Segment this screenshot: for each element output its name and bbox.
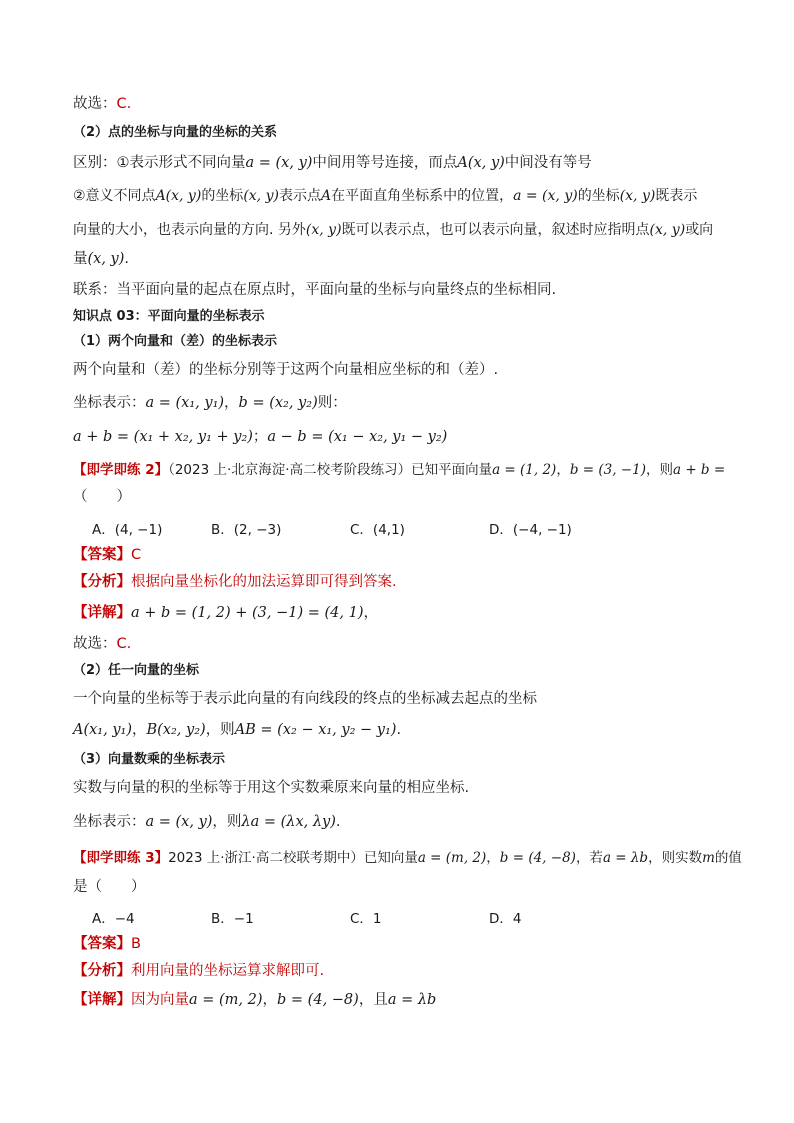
formula: A(x₁, y₁) — [73, 722, 132, 738]
formula: m — [702, 850, 715, 866]
text: 坐标表示： — [73, 395, 146, 411]
text: ，则实数 — [648, 850, 703, 866]
paragraph-relation: 联系：当平面向量的起点在原点时，平面向量的坐标与向量终点的坐标相同. — [73, 282, 557, 298]
text: ，则 — [205, 722, 235, 738]
text: . — [396, 722, 402, 738]
text: 中间用等号连接，而点 — [312, 155, 458, 171]
exercise-3-option-d: D．4 — [489, 911, 522, 927]
text: ，且 — [358, 992, 388, 1008]
text: 向量的大小，也表示向量的方向. 另外 — [73, 222, 306, 238]
text: 既表示 — [655, 188, 698, 204]
text: ， — [486, 850, 500, 866]
analysis-text: 根据向量坐标化的加法运算即可得到答案. — [131, 574, 397, 590]
answer-tag: 【答案】 — [73, 936, 131, 952]
formula: a = λb — [602, 850, 649, 866]
text: ， — [262, 992, 278, 1008]
answer-tag: 【答案】 — [73, 547, 131, 563]
subsection-heading: （3）向量数乘的坐标表示 — [73, 752, 226, 767]
formula: b = (x₂, y₂) — [238, 395, 318, 411]
formula: a = λb — [387, 992, 437, 1008]
text: . — [335, 814, 341, 830]
exercise-3-paren: 是（ ） — [73, 879, 146, 895]
subsection-heading: （2）任一向量的坐标 — [73, 663, 200, 678]
exercise-2-analysis — [73, 572, 397, 592]
text: ，则 — [212, 814, 242, 830]
exercise-2-detail — [73, 603, 378, 623]
exercise-3-option-a: A．−4 — [92, 911, 135, 927]
formula: λa = (λx, λy) — [241, 814, 336, 830]
exercise-tag: 【即学即练 2】 — [73, 462, 169, 478]
paragraph-difference-2 — [73, 186, 697, 206]
formula: a = (m, 2) — [417, 850, 487, 866]
text: 既可以表示点，也可以表示向量，叙述时应指明点 — [341, 222, 650, 238]
exercise-3-analysis — [73, 961, 324, 981]
exercise-3-question — [73, 848, 742, 868]
formula: AB = (x₂ − x₁, y₂ − y₁) — [234, 722, 397, 738]
formula: a = (x, y) — [513, 188, 578, 204]
text: 或向 — [685, 222, 714, 238]
formula: a − b = (x₁ − x₂, y₁ − y₂) — [267, 429, 448, 445]
exercise-2-option-c: C．(4,1) — [350, 522, 405, 538]
exercise-2-answer — [73, 545, 141, 565]
coordinate-representation — [73, 393, 347, 413]
text: ， — [556, 462, 570, 478]
paragraph-difference-1 — [73, 153, 592, 173]
subsection-heading: （2）点的坐标与向量的坐标的关系 — [73, 125, 278, 140]
text: 坐标表示： — [73, 814, 146, 830]
detail-tag: 【详解】 — [73, 605, 131, 621]
formula: a + b = (x₁ + x₂, y₁ + y₂) — [73, 429, 253, 445]
formula: B(x₂, y₂) — [146, 722, 206, 738]
formula: a + b = — [672, 462, 726, 478]
sum-difference-formulas — [73, 427, 447, 447]
exercise-2-paren: （ ） — [73, 489, 131, 505]
exercise-2-option-d: D．(−4, −1) — [489, 522, 572, 538]
any-vector-formula — [73, 720, 401, 740]
text: 2023 上·浙江·高二校联考期中）已知向量 — [168, 850, 418, 866]
text: ，若 — [575, 850, 603, 866]
formula: a = (m, 2) — [189, 992, 263, 1008]
formula: (x, y) — [305, 222, 342, 238]
answer-value: C. — [116, 96, 132, 112]
text: （2023 上·北京海淀·高二校考阶段练习）已知平面向量 — [168, 462, 493, 478]
formula: A(x, y) — [457, 155, 505, 171]
exercise-3-answer — [73, 934, 141, 954]
answer-label: 故选： — [73, 636, 117, 652]
analysis-tag: 【分析】 — [73, 963, 131, 979]
text: 的坐标 — [577, 188, 620, 204]
text: 中间没有等号 — [504, 155, 592, 171]
answer-line-2 — [73, 634, 131, 654]
paragraph-difference-4 — [73, 249, 129, 269]
text: ， — [363, 605, 378, 621]
text: 区别：①表示形式不同向量 — [73, 155, 246, 171]
text: 量 — [73, 251, 88, 267]
text: ②意义不同点 — [73, 188, 156, 204]
answer-value: C — [131, 547, 142, 563]
detail-text: 因为向量 — [131, 992, 189, 1008]
formula: (x, y) — [649, 222, 686, 238]
text: . — [124, 251, 130, 267]
exercise-tag: 【即学即练 3】 — [73, 850, 169, 866]
answer-line-1 — [73, 94, 131, 114]
scalar-mult-formula — [73, 812, 341, 832]
formula: (x, y) — [87, 251, 125, 267]
text: ； — [252, 429, 268, 445]
text: ，则 — [645, 462, 673, 478]
text: 在平面直角坐标系中的位置， — [331, 188, 514, 204]
knowledge-point-heading: 知识点 03：平面向量的坐标表示 — [73, 309, 265, 324]
analysis-text: 利用向量的坐标运算求解即可. — [131, 963, 325, 979]
formula: b = (4, −8) — [499, 850, 576, 866]
text: 的坐标 — [201, 188, 244, 204]
formula: b = (3, −1) — [569, 462, 646, 478]
detail-tag: 【详解】 — [73, 992, 131, 1008]
formula: a = (1, 2) — [492, 462, 557, 478]
text: 则： — [317, 395, 347, 411]
paragraph-sum-rule: 两个向量和（差）的坐标分别等于这两个向量相应坐标的和（差）. — [73, 362, 499, 378]
exercise-3-detail — [73, 990, 436, 1010]
formula: (x, y) — [243, 188, 279, 204]
analysis-tag: 【分析】 — [73, 574, 131, 590]
exercise-3-option-b: B．−1 — [211, 911, 254, 927]
text: ， — [224, 395, 239, 411]
formula: a = (x, y) — [245, 155, 313, 171]
paragraph-any-vector: 一个向量的坐标等于表示此向量的有向线段的终点的坐标减去起点的坐标 — [73, 691, 537, 707]
formula: a = (x, y) — [145, 814, 213, 830]
exercise-3-option-c: C．1 — [350, 911, 382, 927]
answer-label: 故选： — [73, 96, 117, 112]
formula: a = (x₁, y₁) — [145, 395, 225, 411]
formula: (x, y) — [619, 188, 656, 204]
formula: A — [320, 188, 332, 204]
subsection-heading: （1）两个向量和（差）的坐标表示 — [73, 334, 278, 349]
text: ， — [132, 722, 147, 738]
formula: b = (4, −8) — [277, 992, 359, 1008]
formula: A(x, y) — [155, 188, 202, 204]
answer-value: B — [131, 936, 141, 952]
formula: a + b = (1, 2) + (3, −1) = (4, 1) — [131, 605, 364, 621]
exercise-2-question — [73, 460, 725, 480]
exercise-2-option-a: A．(4, −1) — [92, 522, 163, 538]
answer-value: C. — [116, 636, 132, 652]
paragraph-difference-3 — [73, 220, 713, 240]
text: 表示点 — [278, 188, 321, 204]
text: 的值 — [714, 850, 742, 866]
paragraph-scalar-mult: 实数与向量的积的坐标等于用这个实数乘原来向量的相应坐标. — [73, 780, 470, 796]
exercise-2-option-b: B．(2, −3) — [211, 522, 282, 538]
